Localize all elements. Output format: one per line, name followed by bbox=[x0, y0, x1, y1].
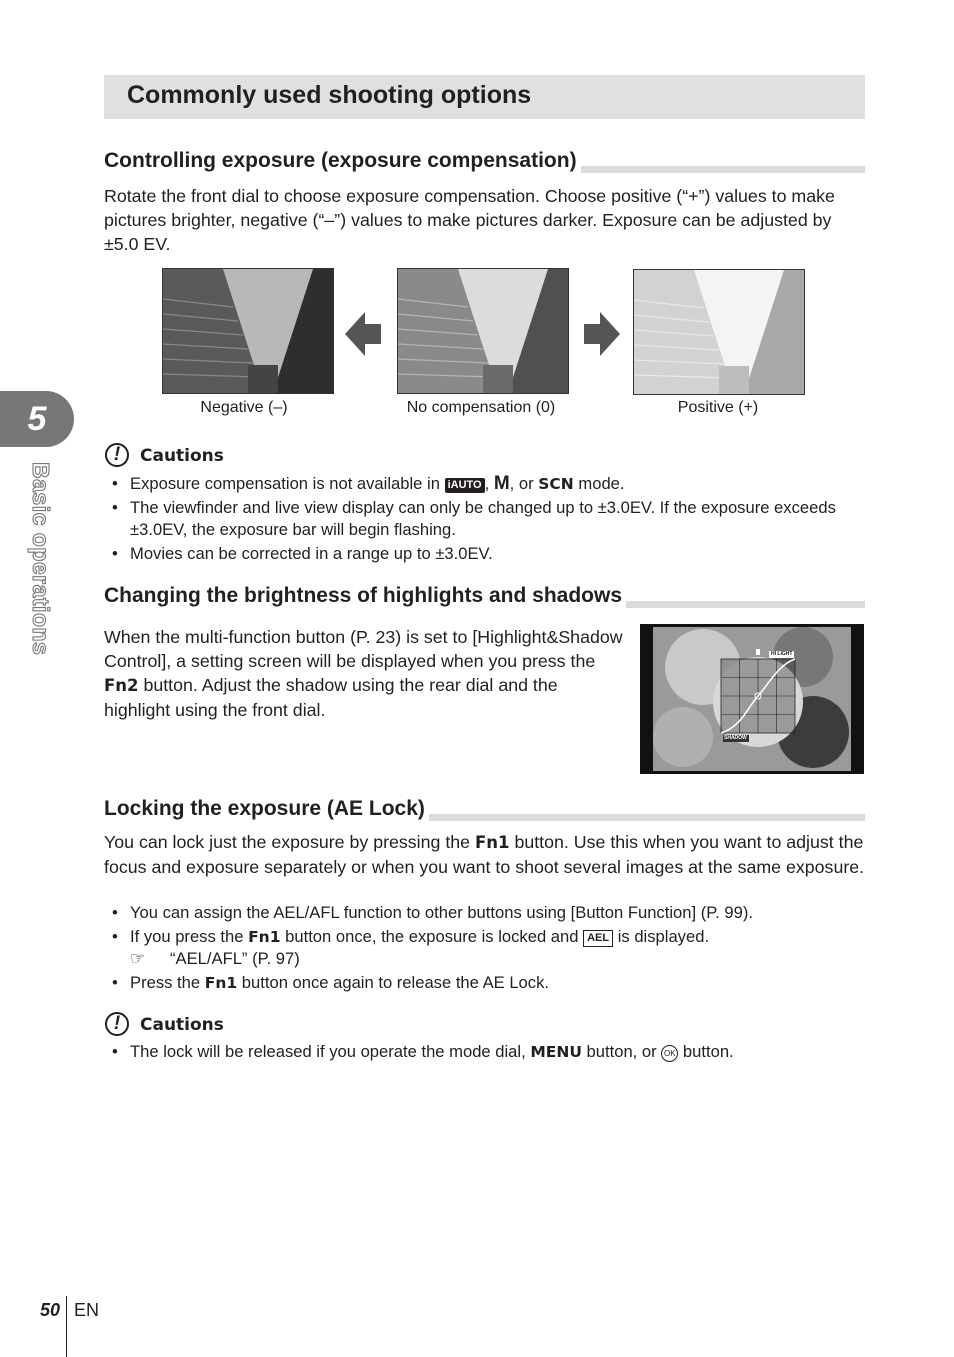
section1-heading: Controlling exposure (exposure compensation) bbox=[104, 149, 581, 173]
caption-negative: Negative (–) bbox=[200, 399, 288, 416]
shadow-label: SHADOW bbox=[724, 735, 747, 741]
cautions-title: Cautions bbox=[140, 446, 224, 466]
arrow-left-icon bbox=[345, 312, 381, 361]
fn1-key: Fn1 bbox=[248, 928, 281, 946]
caution-icon: ! bbox=[105, 1012, 129, 1036]
list-item: • Movies can be corrected in a range up to ±3.0EV. bbox=[112, 543, 862, 565]
list-item: • Exposure compensation is not available in iAUTO , M, or SCN mode. bbox=[112, 473, 862, 495]
caption-positive: Positive (+) bbox=[677, 399, 759, 416]
iauto-icon: iAUTO bbox=[445, 478, 485, 493]
fn1-key: Fn1 bbox=[204, 974, 238, 992]
ae-lock-list bbox=[112, 902, 862, 996]
section1-body: Rotate the front dial to choose exposure compensation. Choose positive (“+”) values to make pictures brighter, negative (“–”) values to make pictures darker. Exposure can be adjusted by ±5.0 EV. bbox=[104, 186, 835, 254]
list-item: • The viewfinder and live view display can only be changed up to ±3.0EV. If the exposure exceeds ±3.0EV, the exposure bar will begin flashing. bbox=[112, 497, 862, 541]
caution-icon: ! bbox=[105, 443, 129, 467]
m-mode-icon: M bbox=[493, 473, 510, 494]
list-item: • Press the Fn1 button once again to release the AE Lock. bbox=[112, 972, 862, 994]
photo-negative bbox=[162, 268, 334, 394]
list-item: • You can assign the AEL/AFL function to other buttons using [Button Function] (P. 99). bbox=[112, 902, 862, 924]
section3-body: You can lock just the exposure by pressing the Fn1 button. Use this when you want to adjust the focus and exposure separately or when you want to shoot several images at the same exposure. bbox=[104, 832, 865, 877]
fn2-key: Fn2 bbox=[104, 676, 139, 695]
list-item: • The lock will be released if you operate the mode dial, MENU button, or OK button. bbox=[112, 1041, 862, 1063]
page-number: 50 bbox=[40, 1300, 61, 1320]
reference-hand-icon: ☞ bbox=[130, 949, 146, 968]
footer-divider bbox=[66, 1296, 67, 1357]
fn1-key: Fn1 bbox=[475, 833, 510, 852]
section3-heading: Locking the exposure (AE Lock) bbox=[104, 797, 429, 821]
ok-button-icon: OK bbox=[661, 1045, 678, 1062]
cautions-title: Cautions bbox=[140, 1015, 224, 1035]
section2-body: When the multi-function button (P. 23) is set to [Highlight&Shadow Control], a setting screen will be displayed when you press the Fn2 button. Adjust the shadow using the rear dial and the highlight using the front dial. bbox=[104, 627, 623, 720]
photo-positive bbox=[633, 269, 805, 395]
caption-no-compensation: No compensation (0) bbox=[406, 399, 556, 416]
hs-screen bbox=[653, 627, 851, 771]
photo-no-compensation bbox=[397, 268, 569, 394]
chapter-number: 5 bbox=[27, 399, 47, 438]
page-language: EN bbox=[74, 1300, 100, 1320]
cautions-list bbox=[112, 473, 862, 567]
section2-heading: Changing the brightness of highlights and shadows bbox=[104, 584, 626, 608]
chapter-label: Basic operations bbox=[28, 462, 54, 656]
menu-key: MENU bbox=[530, 1043, 582, 1061]
cautions-list bbox=[112, 1041, 862, 1065]
list-item: • If you press the Fn1 button once, the exposure is locked and AEL is displayed. ☞ “AEL/AFL” (P. 97) bbox=[112, 926, 862, 970]
arrow-right-icon bbox=[584, 312, 620, 361]
scn-mode-icon: SCN bbox=[538, 475, 574, 493]
page-title: Commonly used shooting options bbox=[127, 81, 532, 109]
hilight-label: HI LIGHT bbox=[771, 651, 793, 657]
ael-icon: AEL bbox=[583, 930, 613, 947]
